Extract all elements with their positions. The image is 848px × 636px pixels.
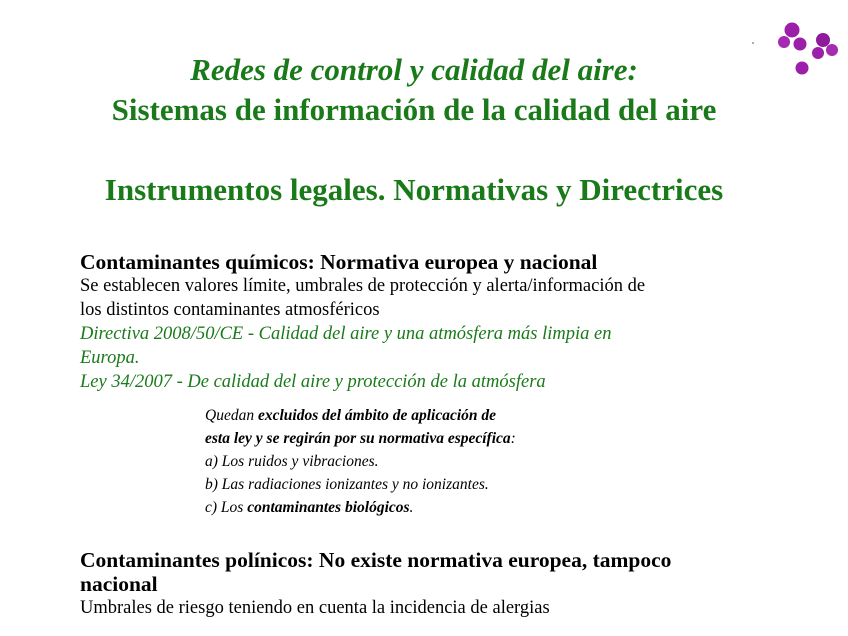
- section-heading: Contaminantes polínicos: No existe normativa europea, tampoco: [80, 548, 672, 572]
- law-reference: Ley 34/2007 - De calidad del aire y protección de la atmósfera: [80, 372, 546, 392]
- quote-bold: contaminantes biológicos: [247, 499, 410, 516]
- page-title-line1: Redes de control y calidad del aire:: [190, 52, 638, 87]
- logo-dot-small: [752, 42, 754, 44]
- section-chemical: [80, 250, 645, 394]
- quote-line: [205, 404, 516, 427]
- quote-text: c) Los: [205, 499, 248, 516]
- section-pollen: [80, 548, 671, 620]
- pollen-grain: [794, 38, 807, 51]
- quote-text: Quedan: [205, 407, 258, 424]
- quote-bold: excluidos del ámbito de aplicación de: [257, 407, 497, 424]
- pollen-grain: [785, 23, 800, 38]
- pollen-grain: [816, 33, 830, 47]
- quote-line: [205, 496, 516, 519]
- section-title: Instrumentos legales. Normativas y Directrices: [104, 172, 724, 207]
- section-heading-cont: nacional: [80, 572, 158, 596]
- description-line: Se establecen valores límite, umbrales de protección y alerta/información de: [80, 276, 646, 296]
- directive-reference-cont: Europa.: [80, 348, 140, 368]
- quote-text: :: [510, 430, 516, 447]
- section-heading: Contaminantes químicos: Normativa europea y nacional: [80, 250, 598, 274]
- law-quote: [205, 404, 516, 519]
- description-line: los distintos contaminantes atmosféricos: [80, 300, 380, 320]
- pollen-grain: [778, 36, 790, 48]
- quote-line: b) Las radiaciones ionizantes y no ionizantes.: [205, 476, 489, 493]
- quote-line: a) Los ruidos y vibraciones.: [205, 453, 379, 470]
- description-line: Umbrales de riesgo teniendo en cuenta la incidencia de alergias: [80, 598, 550, 618]
- quote-text: .: [409, 499, 414, 516]
- directive-reference: Directiva 2008/50/CE - Calidad del aire y una atmósfera más limpia en: [80, 324, 612, 344]
- quote-line: [205, 427, 516, 450]
- page-title-line2: Sistemas de información de la calidad del aire: [111, 92, 717, 127]
- quote-bold: esta ley y se regirán por su normativa específica: [205, 430, 511, 447]
